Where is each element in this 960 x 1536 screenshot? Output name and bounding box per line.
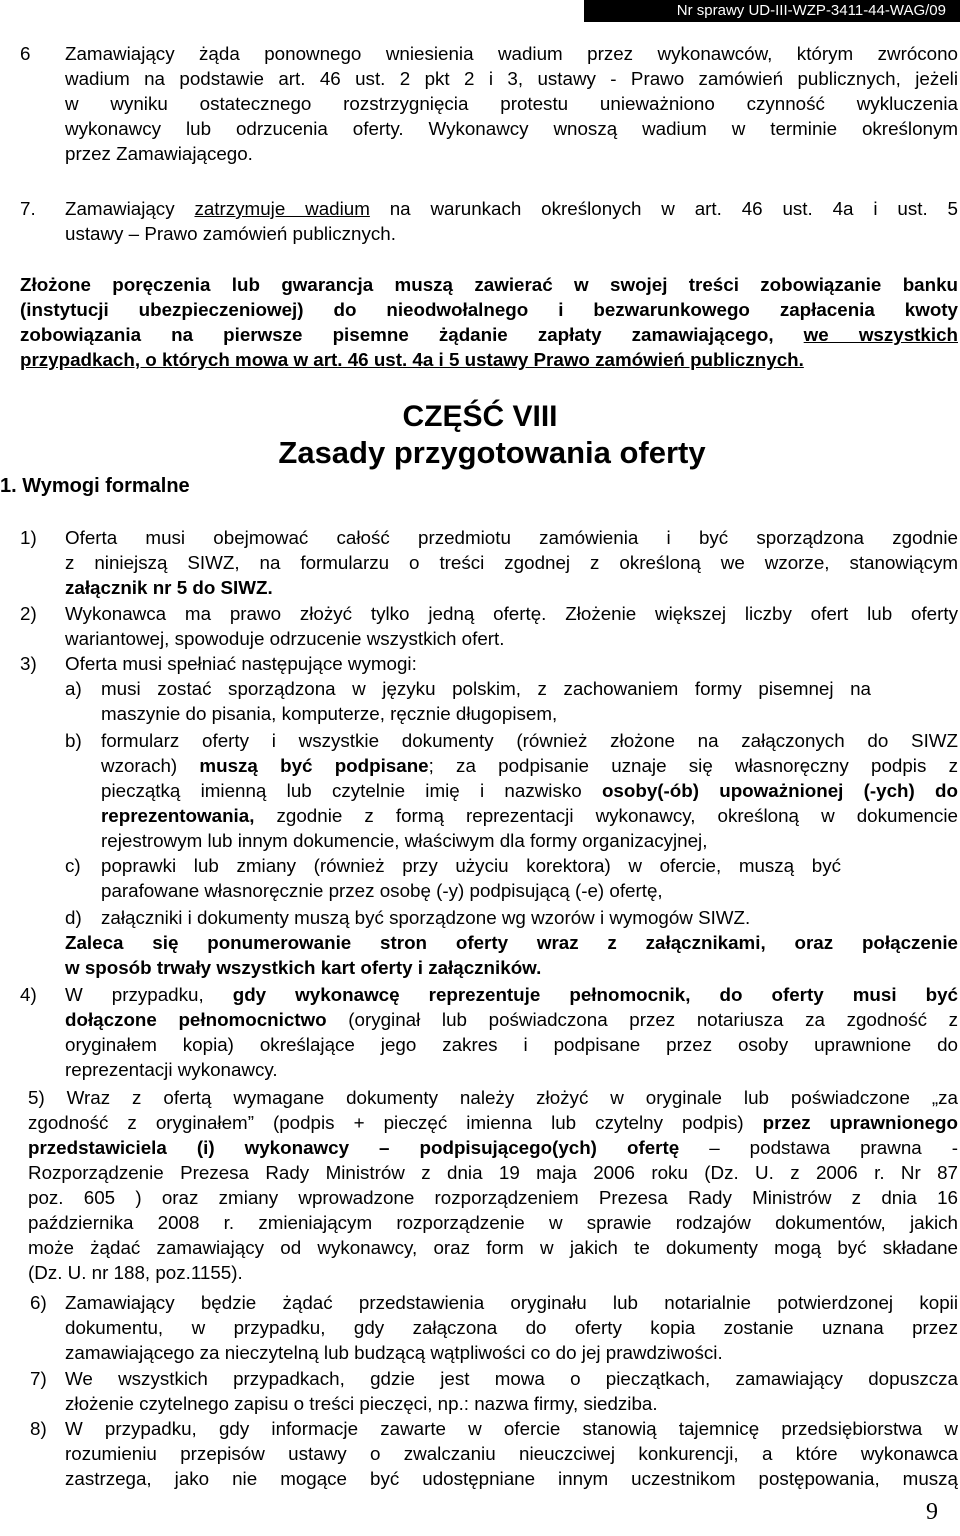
list-item-line [65,982,958,1007]
page-number: 9 [926,1499,938,1525]
list-item-2 [20,601,958,651]
sub-item-a [65,676,958,726]
underlined-text: zatrzymuje wadium [194,198,370,219]
list-item-line: wariantowej, spowoduje odrzucenie wszystkich ofert. [65,628,505,649]
subheading-formal-requirements: 1. Wymogi formalne [0,475,190,497]
guarantee-paragraph [20,272,958,372]
bold-text: gdy wykonawcę reprezentuje pełnomocnik, do oferty musi być [232,984,958,1005]
text-run: Zamawiający [65,198,195,219]
list-item-5 [20,1085,958,1285]
list-item-7 [30,1366,958,1416]
item-6-line: w wyniku ostatecznego rozstrzygnięcia protestu unieważniono czynność wykluczenia [65,93,958,114]
sub-item-b [65,728,958,853]
text-run: zgodność z oryginałem” (podpis + pieczęć imienna lub czytelny podpis) [28,1112,763,1133]
list-item-8 [30,1416,958,1491]
text-run: na warunkach określonych w art. 46 ust. 4a i ust. 5 [369,198,958,219]
item-number: 8) [30,1418,47,1439]
text-run: ; za podpisanie uznaje się własnoręczny podpis z [428,755,958,776]
list-item-line [28,1135,958,1160]
list-item-line: Oferta musi obejmować całość przedmiotu zamówienia i być sporządzona zgodnie [65,527,958,548]
item-7 [20,196,958,246]
list-item-3 [20,651,958,676]
list-item-line: z niniejszą SIWZ, na formularzu o treści zgodnej z określoną we wzorze, stanowiącym [65,552,958,573]
sub-item-letter: b) [65,730,82,751]
document-reference-header [584,0,960,22]
guarantee-line [20,322,958,347]
list-item-line: We wszystkich przypadkach, gdzie jest mowa o pieczątkach, zamawiający dopuszcza [65,1368,958,1389]
section-part-heading: CZĘŚĆ VIII [402,400,558,433]
bold-text: dołączone pełnomocnictwo [65,1009,327,1030]
sub-item-c [65,853,958,903]
document-reference: Nr sprawy UD-III-WZP-3411-44-WAG/09 [676,2,946,19]
item-number: 4) [20,984,37,1005]
list-item-1 [20,525,958,600]
sub-item-letter: d) [65,907,82,928]
sub-item-line: załączniki i dokumenty muszą być sporządzone wg wzorów i wymogów SIWZ. [101,907,751,928]
text-run: zobowiązania na pierwsze pisemne żądanie zapłaty zamawiającego, [20,324,804,345]
text-run: – podstawa prawna - [679,1137,958,1158]
list-item-line [28,1110,958,1135]
text-run: (oryginał lub poświadczona przez notariusza za zgodność z [326,1009,958,1030]
list-item-line: załącznik nr 5 do SIWZ. [65,577,273,598]
note-line: Zaleca się ponumerowanie stron oferty wraz z załącznikami, oraz połączenie [65,932,958,953]
bold-text: osoby(-ób) upoważnionej (-ych) do [601,780,958,801]
bold-text: muszą być podpisane [199,755,429,776]
text-run: pieczątką imienną lub czytelnie imię i nazwisko [101,780,602,801]
item-6-line: przez Zamawiającego. [65,143,253,164]
guarantee-line: (instytucji ubezpieczeniowej) do nieodwołalnego i bezwarunkowego zapłacenia kwoty [20,299,958,320]
list-item-line: (Dz. U. nr 188, poz.1155). [28,1262,243,1283]
guarantee-line: przypadkach, o których mowa w art. 46 ust. 4a i 5 ustawy Prawo zamówień publicznych. [20,349,804,370]
list-item-line: poz. 605 ) oraz zmiany wprowadzone rozporządzeniem Prezesa Rady Ministrów z dnia 16 [28,1187,958,1208]
list-item-line: zamawiającego za nieczytelną lub budzącą wątpliwości co do jej prawdziwości. [65,1342,723,1363]
item-6-line: Zamawiający żąda ponownego wniesienia wadium przez wykonawców, którym zwrócono [65,43,958,64]
item-number: 3) [20,653,37,674]
sub-item-line [101,778,958,803]
item-number: 6) [30,1292,47,1313]
item-3-note [65,930,958,980]
list-item-4 [20,982,958,1082]
sub-item-d [65,905,958,930]
list-item-line: Zamawiający będzie żądać przedstawienia oryginału lub notarialnie potwierdzonej kopii [65,1292,958,1313]
item-6 [20,41,958,166]
list-item-line: rozumieniu przepisów ustawy o zwalczaniu nieuczciwej konkurencji, a które wykonawca [65,1443,958,1464]
bold-text: przedstawiciela (i) wykonawcy – podpisującego(ych) ofertę [28,1137,680,1158]
list-item-line: reprezentacji wykonawcy. [65,1059,278,1080]
list-item-line: dokumentu, w przypadku, gdy załączona do oferty kopia zostanie uznana przez [65,1317,958,1338]
sub-item-line [101,803,958,828]
list-item-line: złożenie czytelnego zapisu o treści pieczęci, np.: nazwa firmy, siedziba. [65,1393,658,1414]
list-item-line: zastrzega, jako nie mogące być udostępniane innym uczestnikom postępowania, muszą [65,1468,958,1489]
text-run: wzorach) [101,755,200,776]
note-line: w sposób trwały wszystkich kart oferty i załączników. [65,957,542,978]
item-number: 6 [20,43,31,64]
item-number: 7. [20,198,36,219]
section-title: Zasady przygotowania oferty [278,435,706,470]
item-7-line: ustawy – Prawo zamówień publicznych. [65,223,396,244]
bold-text: przez uprawnionego [762,1112,959,1133]
sub-item-line: parafowane własnoręcznie przez osobę (-y) podpisującą (-e) ofertę, [101,880,663,901]
list-item-line: października 2008 r. zmieniającym rozporządzenie w sprawie rodzajów dokumentów, jakich [28,1212,958,1233]
guarantee-line: Złożone poręczenia lub gwarancja muszą zawierać w swojej treści zobowiązanie banku [20,274,958,295]
list-item-line: Wykonawca ma prawo złożyć tylko jedną ofertę. Złożenie większej liczby ofert lub oferty [65,603,958,624]
sub-item-line: rejestrowym lub innym dokumencie, właściwym dla formy organizacyjnej, [101,830,708,851]
item-7-line [65,196,958,221]
list-item-line: 5) Wraz z ofertą wymagane dokumenty należy złożyć w oryginale lub poświadczone „za [28,1087,958,1108]
bold-text: reprezentowania, [101,805,255,826]
list-item-line: oryginałem kopia) określające jego zakres i podpisane przez osoby uprawnione do [65,1034,958,1055]
sub-item-line: formularz oferty i wszystkie dokumenty (również złożone na załączonych do SIWZ [101,730,958,751]
sub-item-line: poprawki lub zmiany (również przy użyciu korektora) w ofercie, muszą być [101,855,841,876]
underlined-text: we wszystkich [803,324,958,345]
item-number: 7) [30,1368,47,1389]
item-6-line: wykonawcy lub odrzucenia oferty. Wykonawcy wnoszą wadium w terminie określonym [65,118,958,139]
list-item-line: W przypadku, gdy informacje zawarte w ofercie stanowią tajemnicę przedsiębiorstwa w [65,1418,958,1439]
item-number: 1) [20,527,37,548]
item-6-line: wadium na podstawie art. 46 ust. 2 pkt 2 i 3, ustawy - Prawo zamówień publicznych, jeżeli [65,68,958,89]
list-item-line: Oferta musi spełniać następujące wymogi: [65,653,417,674]
list-item-line: Rozporządzenie Prezesa Rady Ministrów z dnia 19 maja 2006 roku (Dz. U. z 2006 r. Nr 87 [28,1162,958,1183]
sub-item-line: musi zostać sporządzona w języku polskim, z zachowaniem formy pisemnej na [101,678,871,699]
sub-item-line: maszynie do pisania, komputerze, ręcznie długopisem, [101,703,558,724]
item-number: 2) [20,603,37,624]
list-item-line: może żądać zamawiający od wykonawcy, oraz form w jakich te dokumenty mogą być składane [28,1237,958,1258]
list-item-line [65,1007,958,1032]
sub-item-letter: c) [65,855,81,876]
list-item-6 [30,1290,958,1365]
sub-item-letter: a) [65,678,82,699]
sub-item-line [101,753,958,778]
text-run: zgodnie z formą reprezentacji wykonawcy, określoną w dokumencie [254,805,958,826]
text-run: W przypadku, [65,984,233,1005]
